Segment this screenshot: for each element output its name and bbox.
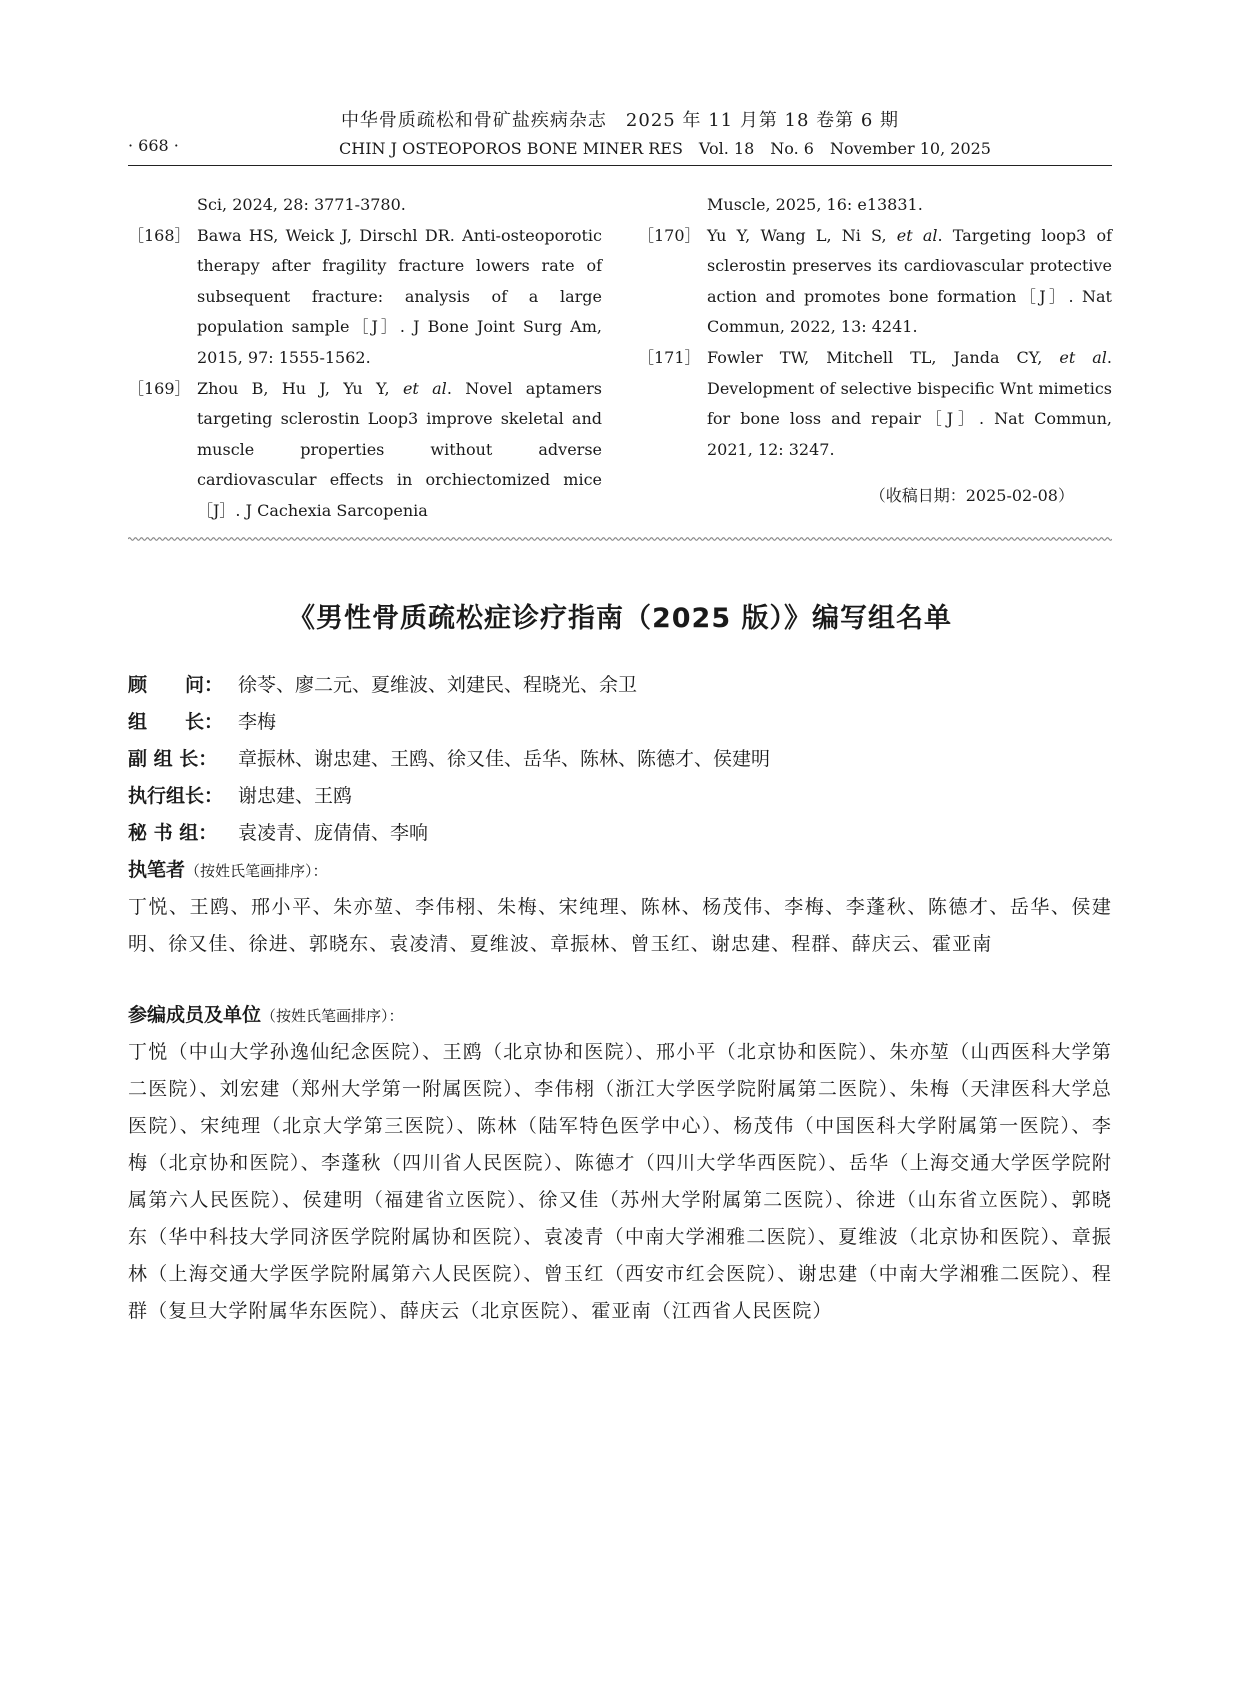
- reference-item: [638, 343, 1112, 465]
- roster-note: （按姓氏笔画排序）：: [185, 862, 328, 880]
- reference-text: Zhou B, Hu J, Yu Y,: [197, 378, 403, 398]
- roster-value: 谢忠建、王鸥: [238, 785, 353, 807]
- roster-executive-leaders: [128, 781, 352, 808]
- received-date: （收稿日期：2025-02-08）: [869, 486, 1074, 506]
- roster-advisors: [128, 670, 637, 697]
- roster-writers-list: 丁悦、王鸥、邢小平、朱亦堃、李伟栩、朱梅、宋纯理、陈林、杨茂伟、李梅、李蓬秋、陈德才、岳华、侯建明、徐又佳、徐进、郭晓东、袁凌清、夏维波、章振林、曾玉红、谢忠建、程群、薛庆云、霍亚南: [128, 896, 1112, 955]
- reference-text: . Targeting loop3 of sclerostin preserves its cardiovascular protective action and promotes bone formation［J］. Nat Commun, 2022, 13: 4241.: [707, 225, 1113, 337]
- roster-secretaries: [128, 818, 428, 845]
- roster-value: 徐苓、廖二元、夏维波、刘建民、程晓光、余卫: [238, 674, 638, 696]
- reference-text: Bawa HS, Weick J, Dirschl DR. Anti-osteoporotic therapy after fragility fracture lowers rate of subsequent fracture: analysis of a large population sample［J］. J Bone Joint Surg Am, 2015, 97: 1555-1562.: [197, 225, 602, 367]
- reference-text: . Development of selective bispecific Wnt mimetics for bone loss and repair［J］. Nat Commun, 2021, 12: 3247.: [707, 347, 1113, 459]
- journal-title-en: CHIN J OSTEOPOROS BONE MINER RES Vol. 18 No. 6 November 10, 2025: [339, 139, 991, 158]
- roster-members-list: 丁悦（中山大学孙逸仙纪念医院）、王鸥（北京协和医院）、邢小平（北京协和医院）、朱亦堃（山西医科大学第二医院）、刘宏建（郑州大学第一附属医院）、李伟栩（浙江大学医学院附属第二医院）、朱梅（天津医科大学总医院）、宋纯理（北京大学第三医院）、陈林（陆军特色医学中心）、杨茂伟（中国医科大学附属第一医院）、李梅（北京协和医院）、李蓬秋（四川省人民医院）、陈德才（四川大学华西医院）、岳华（上海交通大学医学院附属第六人民医院）、侯建明（福建省立医院）、徐又佳（苏州大学附属第二医院）、徐进（山东省立医院）、郭晓东（华中科技大学同济医学院附属协和医院）、袁凌青（中南大学湘雅二医院）、夏维波（北京协和医院）、章振林（上海交通大学医学院附属第六人民医院）、曾玉红（西安市红会医院）、谢忠建（中南大学湘雅二医院）、程群（复旦大学附属华东医院）、薛庆云（北京医院）、霍亚南（江西省人民医院）: [128, 1041, 1112, 1322]
- reference-text: Yu Y, Wang L, Ni S,: [707, 225, 897, 245]
- reference-text: Fowler TW, Mitchell TL, Janda CY,: [707, 347, 1060, 367]
- references-left-column: [128, 190, 602, 527]
- roster-label: 副 组 长：: [128, 748, 218, 770]
- reference-text: Sci, 2024, 28: 3771-3780.: [197, 195, 406, 214]
- reference-number: ［170］: [638, 225, 701, 245]
- roster-label: 参编成员及单位: [128, 1004, 262, 1026]
- reference-item: [638, 221, 1112, 343]
- reference-etal: et al: [896, 225, 938, 245]
- roster-value: 袁凌青、庞倩倩、李响: [238, 822, 429, 844]
- section-divider: [128, 534, 1112, 544]
- roster-note: （按姓氏笔画排序）：: [261, 1007, 404, 1025]
- roster-leader: [128, 707, 276, 734]
- reference-etal: et al: [1059, 347, 1107, 367]
- reference-item: [128, 221, 602, 374]
- roster-members-heading: [128, 1000, 404, 1027]
- reference-text: Muscle, 2025, 16: e13831.: [707, 195, 923, 214]
- roster-label: 执笔者: [128, 859, 186, 881]
- roster-value: 章振林、谢忠建、王鸥、徐又佳、岳华、陈林、陈德才、侯建明: [238, 748, 771, 770]
- reference-number: ［169］: [128, 378, 191, 398]
- reference-item: [128, 190, 602, 221]
- references-right-column: [638, 190, 1112, 512]
- reference-number: ［171］: [638, 347, 701, 367]
- journal-title-cn: 中华骨质疏松和骨矿盐疾病杂志 2025 年 11 月第 18 卷第 6 期: [340, 110, 900, 131]
- reference-text: . Novel aptamers targeting sclerostin Loop3 improve skeletal and muscle properties without adverse cardiovascular effects in orchiectomized mice［J］. J Cachexia Sarcopenia: [197, 378, 603, 520]
- page-number: · 668 ·: [128, 136, 179, 155]
- running-header: [128, 106, 1112, 166]
- roster-value: 李梅: [238, 711, 277, 733]
- header-rule: [128, 165, 1112, 166]
- roster-deputy-leaders: [128, 744, 770, 771]
- reference-number: ［168］: [128, 225, 191, 245]
- roster-writers-heading: [128, 855, 328, 882]
- roster-label: 执行组长：: [128, 785, 224, 807]
- reference-item: [638, 190, 1112, 221]
- roster-label: 组 长：: [128, 711, 224, 733]
- reference-item: [128, 374, 602, 527]
- section-title: 《男性骨质疏松症诊疗指南（2025 版）》编写组名单: [287, 603, 953, 634]
- reference-etal: et al: [402, 378, 447, 398]
- roster-label: 顾 问：: [128, 674, 224, 696]
- roster-label: 秘 书 组：: [128, 822, 218, 844]
